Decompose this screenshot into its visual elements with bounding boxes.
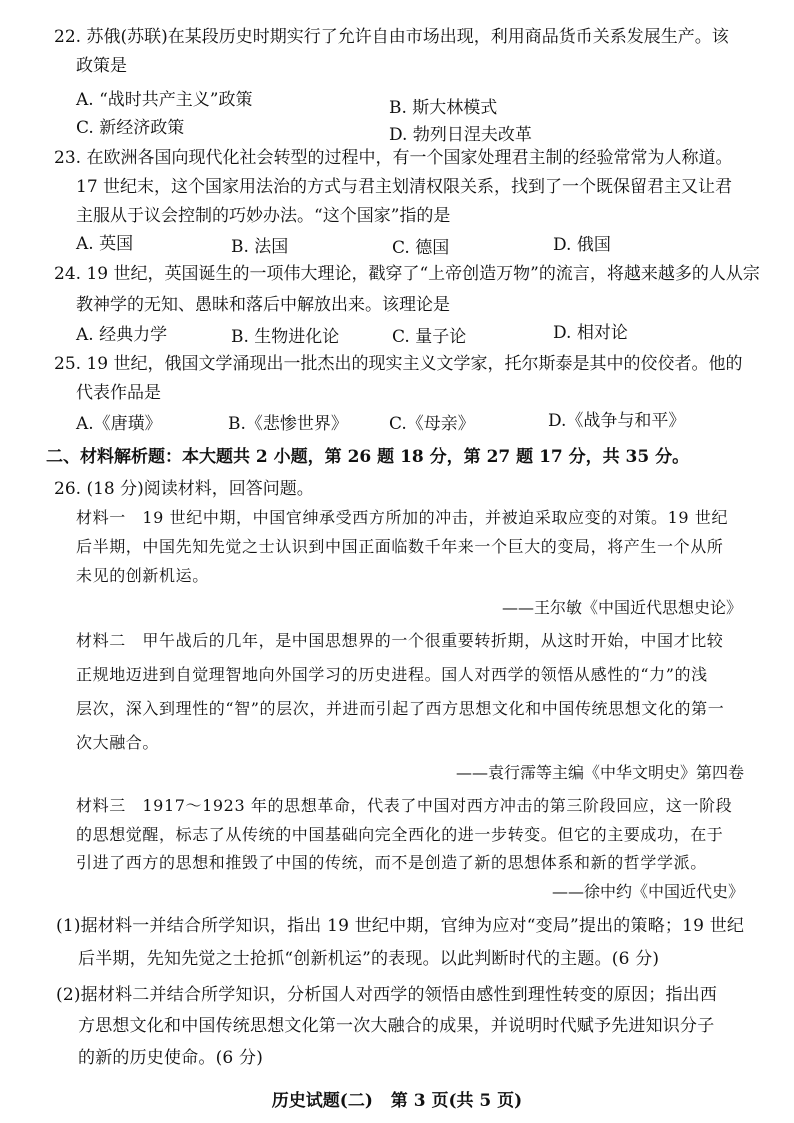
q25-option-a: A.《唐璜》	[76, 414, 162, 434]
material-1-line-1: 材料一 19 世纪中期，中国官绅承受西方所加的冲击，并被迫采取应变的对策。19 世纪	[76, 508, 729, 527]
material-2-line-3: 层次，深入到理性的“智”的层次，并进而引起了西方思想文化和中国传统思想文化的第一	[76, 699, 725, 718]
q26-stem: 26. (18 分)阅读材料，回答问题。	[54, 479, 314, 499]
q22-line-1: 22. 苏俄(苏联)在某段历史时期实行了允许自由市场出现，利用商品货币关系发展生产。该	[54, 27, 729, 47]
q26-sub-1-line-1: (1)据材料一并结合所学知识，指出 19 世纪中期，官绅为应对“变局”提出的策略；19 世纪	[56, 916, 745, 936]
q24-line-2: 教神学的无知、愚昧和落后中解放出来。该理论是	[76, 295, 450, 315]
material-1-source: ——王尔敏《中国近代思想史论》	[501, 598, 742, 617]
material-1-line-2: 后半期，中国先知先觉之士认识到中国正面临数千年来一个巨大的变局，将产生一个从所	[76, 537, 724, 556]
q22-option-c: C. 新经济政策	[76, 118, 185, 138]
q22-line-2: 政策是	[76, 56, 127, 76]
q25-option-b: B.《悲惨世界》	[228, 414, 348, 434]
q23-option-c: C. 德国	[392, 238, 450, 258]
q25-line-2: 代表作品是	[76, 383, 161, 403]
q22-option-d: D. 勃列日涅夫改革	[389, 125, 532, 145]
q24-option-a: A. 经典力学	[76, 325, 168, 345]
q25-option-c: C.《母亲》	[389, 414, 475, 434]
q25-option-d: D.《战争与和平》	[548, 411, 686, 431]
q23-line-3: 主服从于议会控制的巧妙办法。“这个国家”指的是	[76, 206, 451, 226]
material-3-line-1: 材料三 1917～1923 年的思想革命，代表了中国对西方冲击的第三阶段回应，这一阶段	[76, 796, 733, 815]
q26-sub-2-line-3: 的新的历史使命。(6 分)	[78, 1048, 264, 1068]
material-2-line-2: 正规地迈进到自觉理智地向外国学习的历史进程。国人对西学的领悟从感性的“力”的浅	[76, 665, 708, 684]
q23-line-2: 17 世纪末，这个国家用法治的方式与君主划清权限关系，找到了一个既保留君主又让君	[76, 177, 733, 197]
q23-line-1: 23. 在欧洲各国向现代化社会转型的过程中，有一个国家处理君主制的经验常常为人称道。	[54, 148, 733, 168]
q26-sub-1-line-2: 后半期，先知先觉之士抢抓“创新机运”的表现。以此判断时代的主题。(6 分)	[78, 949, 660, 969]
material-3-line-2: 的思想觉醒，标志了从传统的中国基础向完全西化的进一步转变。但它的主要成功，在于	[76, 825, 724, 844]
q24-option-d: D. 相对论	[553, 323, 628, 343]
q24-option-b: B. 生物进化论	[231, 327, 340, 347]
q26-sub-2-line-2: 方思想文化和中国传统思想文化第一次大融合的成果，并说明时代赋予先进知识分子	[78, 1016, 715, 1036]
material-2-source: ——袁行霈等主编《中华文明史》第四卷	[455, 763, 744, 782]
q25-line-1: 25. 19 世纪，俄国文学涌现出一批杰出的现实主义文学家，托尔斯泰是其中的佼佼者。他的	[54, 354, 743, 374]
q23-option-a: A. 英国	[76, 234, 134, 254]
q22-option-b: B. 斯大林模式	[389, 98, 498, 118]
page-footer	[0, 1086, 794, 1111]
q24-option-c: C. 量子论	[392, 327, 467, 347]
footer-page-number: 第 3 页(共 5 页)	[390, 1091, 523, 1111]
footer-subject: 历史试题(二)	[271, 1091, 373, 1111]
material-3-source: ——徐中约《中国近代史》	[551, 882, 744, 901]
q26-sub-2-line-1: (2)据材料二并结合所学知识，分析国人对西学的领悟由感性到理性转变的原因；指出西	[56, 985, 718, 1005]
q24-line-1: 24. 19 世纪，英国诞生的一项伟大理论，戳穿了“上帝创造万物”的流言，将越来越多的人从宗	[54, 264, 760, 284]
section-2-heading: 二、材料解析题：本大题共 2 小题，第 26 题 18 分，第 27 题 17 分，共 35 分。	[46, 447, 690, 467]
material-3-line-3: 引进了西方的思想和推毁了中国的传统，而不是创造了新的思想体系和新的哲学学派。	[76, 853, 707, 872]
material-2-line-1: 材料二 甲午战后的几年，是中国思想界的一个很重要转折期，从这时开始，中国才比较	[76, 631, 724, 650]
material-1-line-3: 未见的创新机运。	[76, 566, 209, 585]
q23-option-d: D. 俄国	[553, 235, 611, 255]
material-2-line-4: 次大融合。	[76, 733, 160, 752]
q22-option-a: A. “战时共产主义”政策	[76, 90, 253, 110]
q23-option-b: B. 法国	[231, 237, 289, 257]
